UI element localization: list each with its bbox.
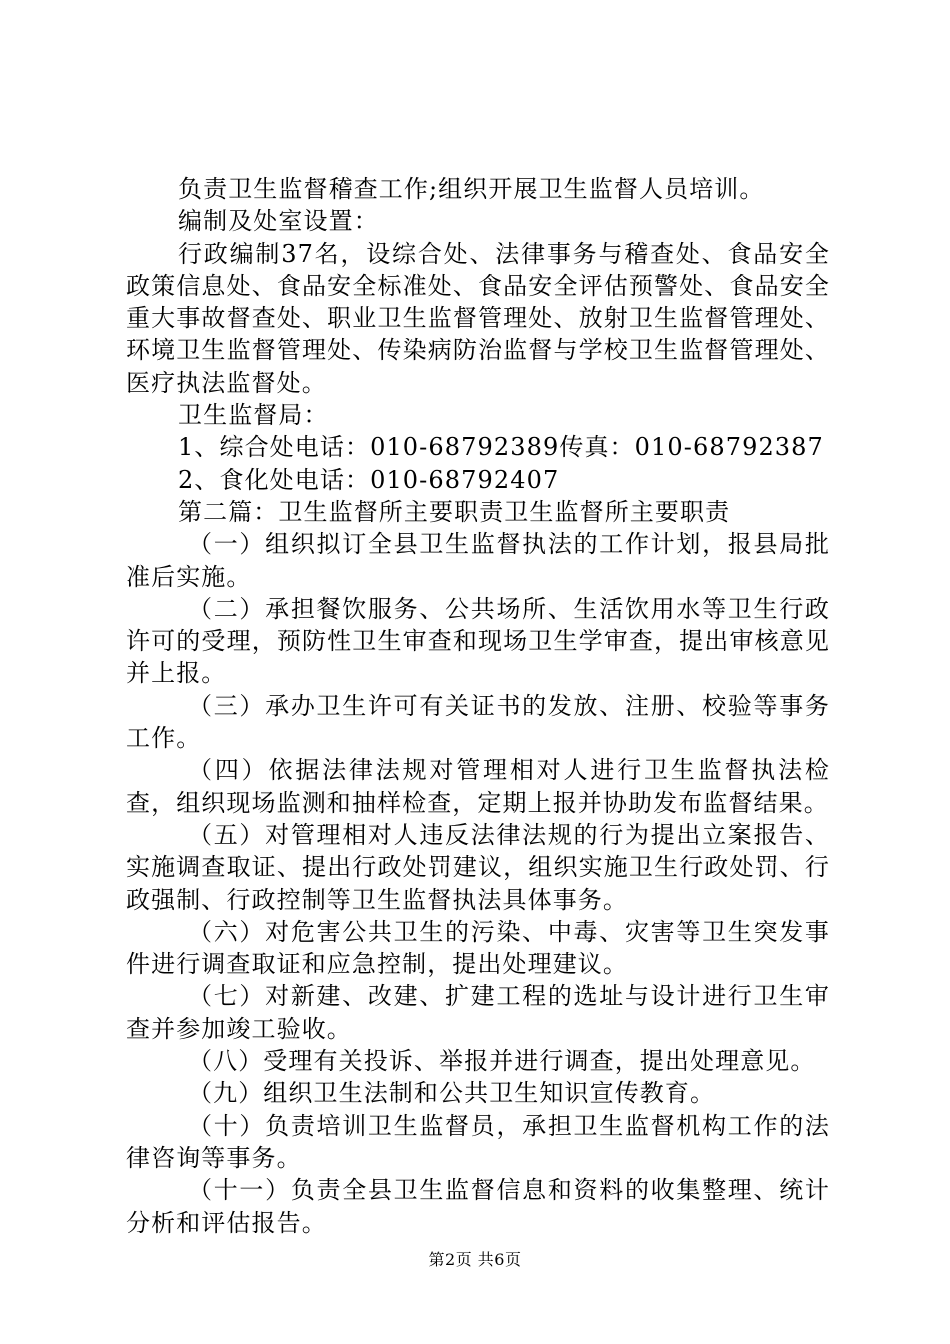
page-footer: 第2页 共6页 — [428, 1250, 522, 1269]
paragraph: （八）受理有关投诉、举报并进行调查，提出处理意见。 — [188, 1047, 816, 1076]
paragraph: （五）对管理相对人违反法律法规的行为提出立案报告、实施调查取证、提出行政处罚建议，组织实施卫生行政处罚、行政强制、行政控制等卫生监督执法具体事务。 — [126, 820, 830, 914]
paragraph: （一）组织拟订全县卫生监督执法的工作计划，报县局批准后实施。 — [126, 530, 830, 591]
document-body — [126, 173, 830, 1239]
paragraph: 1、综合处电话：010-68792389传真：010-68792387 — [178, 433, 824, 462]
paragraph: （七）对新建、改建、扩建工程的选址与设计进行卫生审查并参加竣工验收。 — [126, 982, 830, 1043]
paragraph: 卫生监督局： — [178, 401, 329, 430]
paragraph: （四）依据法律法规对管理相对人进行卫生监督执法检查，组织现场监测和抽样检查，定期上报并协助发布监督结果。 — [126, 756, 830, 817]
paragraph: （九）组织卫生法制和公共卫生知识宣传教育。 — [188, 1079, 716, 1108]
section-heading: 第二篇：卫生监督所主要职责卫生监督所主要职责 — [178, 497, 731, 526]
paragraph: 编制及处室设置： — [178, 207, 379, 236]
paragraph: （十一）负责全县卫生监督信息和资料的收集整理、统计分析和评估报告。 — [126, 1176, 830, 1237]
paragraph: 2、食化处电话：010-68792407 — [178, 465, 560, 494]
paragraph: （六）对危害公共卫生的污染、中毒、灾害等卫生突发事件进行调查取证和应急控制，提出处理建议。 — [126, 917, 830, 979]
paragraph: （二）承担餐饮服务、公共场所、生活饮用水等卫生行政许可的受理，预防性卫生审查和现场卫生学审查，提出审核意见并上报。 — [126, 594, 830, 688]
paragraph: 行政编制37名，设综合处、法律事务与稽查处、食品安全政策信息处、食品安全标准处、食品安全评估预警处、食品安全重大事故督查处、职业卫生监督管理处、放射卫生监督管理处、环境卫生监督管理处、传染病防治监督与学校卫生监督管理处、医疗执法监督处。 — [126, 239, 830, 397]
paragraph: （十）负责培训卫生监督员，承担卫生监督机构工作的法律咨询等事务。 — [126, 1111, 830, 1172]
paragraph: （三）承办卫生许可有关证书的发放、注册、校验等事务工作。 — [126, 691, 830, 753]
paragraph: 负责卫生监督稽查工作;组织开展卫生监督人员培训。 — [178, 175, 765, 203]
